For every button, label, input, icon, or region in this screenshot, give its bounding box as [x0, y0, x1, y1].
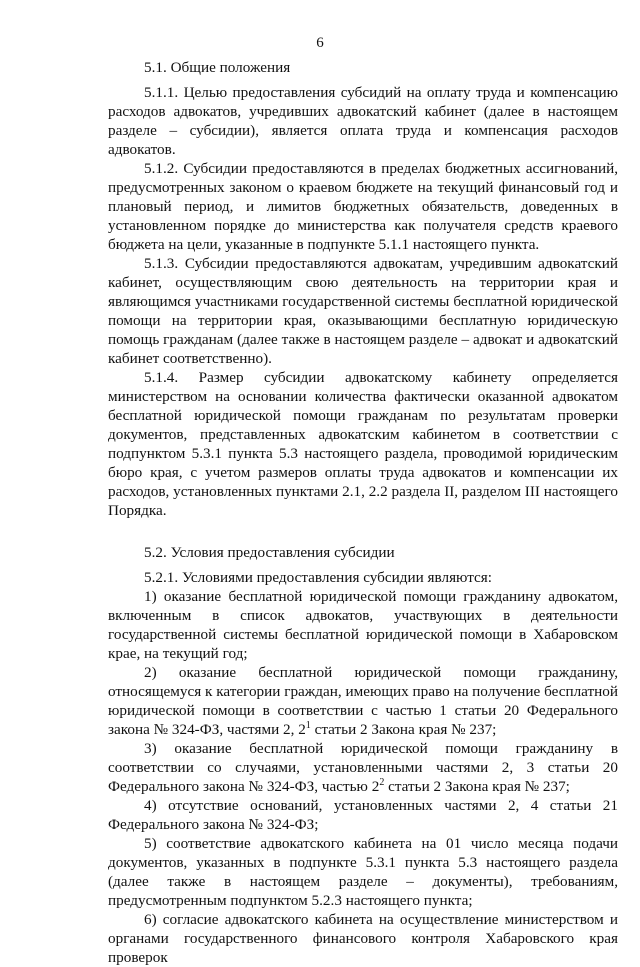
section-5-2-heading: 5.2. Условия предоставления субсидии: [144, 544, 395, 561]
paragraph-5-1-4: 5.1.4. Размер субсидии адвокатскому кабинету определяется министерством на основании количества фактически оказанной адвокатом бесплатной юридической помощи гражданам по результатам проверки документов, представленных адвокатским кабинетом в соответствии с подпунктом 5.3.1 пункта 5.3 настоящего раздела, проводимой юридическим бюро края, с учетом размеров оплаты труда адвокатов и компенсации их расходов, установленных пунктами 2.1, 2.2 раздела II, разделом III настоящего Порядка.: [108, 369, 618, 519]
paragraph-5-1-2: 5.1.2. Субсидии предоставляются в пределах бюджетных ассигнований, предусмотренных законом о краевом бюджете на текущий финансовый год и плановый период, и лимитов бюджетных обязательств, доведенных в установленном порядке до министерства как получателя средств краевого бюджета на цели, указанные в подпункте 5.1.1 настоящего пункта.: [108, 160, 618, 253]
condition-item-5: 5) соответствие адвокатского кабинета на 01 число месяца подачи документов, указанных в подпункте 5.3.1 пункта 5.3 настоящего раздела (далее также в настоящем разделе – документы), требованиям, предусмотренным подпунктом 5.2.3 настоящего пункта;: [108, 835, 618, 909]
paragraph-5-1-3: 5.1.3. Субсидии предоставляются адвокатам, учредившим адвокатский кабинет, осуществляющим свою деятельность на территории края и являющимся участниками государственной системы бесплатной юридической помощи на территории края, оказывающими бесплатную юридическую помощь гражданам (далее также в настоящем разделе – адвокат и адвокатский кабинет соответственно).: [108, 255, 618, 367]
section-5-1-heading: 5.1. Общие положения: [144, 59, 291, 76]
condition-item-2: [108, 663, 618, 739]
page-number: 6: [316, 35, 324, 51]
condition-item-3: [108, 739, 618, 796]
paragraph-5-2-1: 5.2.1. Условиями предоставления субсидии являются:: [144, 569, 492, 586]
condition-item-3-tail: статьи 2 Закона края № 237;: [384, 778, 570, 795]
condition-item-1: 1) оказание бесплатной юридической помощи гражданину адвокатом, включенным в список адвокатов, участвующих в деятельности государственной системы бесплатной юридической помощи в Хабаровском крае, на текущий год;: [108, 588, 618, 662]
document-body: [108, 58, 618, 967]
condition-item-3-text: 3) оказание бесплатной юридической помощи гражданину в соответствии со случаями, установленными частями 2, 3 статьи 20 Федерального закона № 324-ФЗ, частью 2: [108, 740, 618, 795]
condition-item-4: 4) отсутствие оснований, установленных частями 2, 4 статьи 21 Федерального закона № 324-ФЗ;: [108, 797, 618, 833]
condition-item-2-tail: статьи 2 Закона края № 237;: [310, 721, 497, 738]
superscript: 2: [379, 777, 385, 788]
superscript: 1: [305, 720, 311, 731]
paragraph-5-1-1: 5.1.1. Целью предоставления субсидий на оплату труда и компенсацию расходов адвокатов, учредивших адвокатский кабинет (далее в настоящем разделе – субсидии), является оплата труда и компенсация расходов адвокатов.: [108, 84, 618, 158]
condition-item-2-text: 2) оказание бесплатной юридической помощи гражданину, относящемуся к категории граждан, имеющих право на получение бесплатной юридической помощи в соответствии с частью 1 статьи 20 Федерального закона № 324-ФЗ, частями 2, 2: [108, 664, 618, 738]
condition-item-6: 6) согласие адвокатского кабинета на осуществление министерством и органами государственного финансового контроля Хабаровского края проверок: [108, 911, 618, 966]
